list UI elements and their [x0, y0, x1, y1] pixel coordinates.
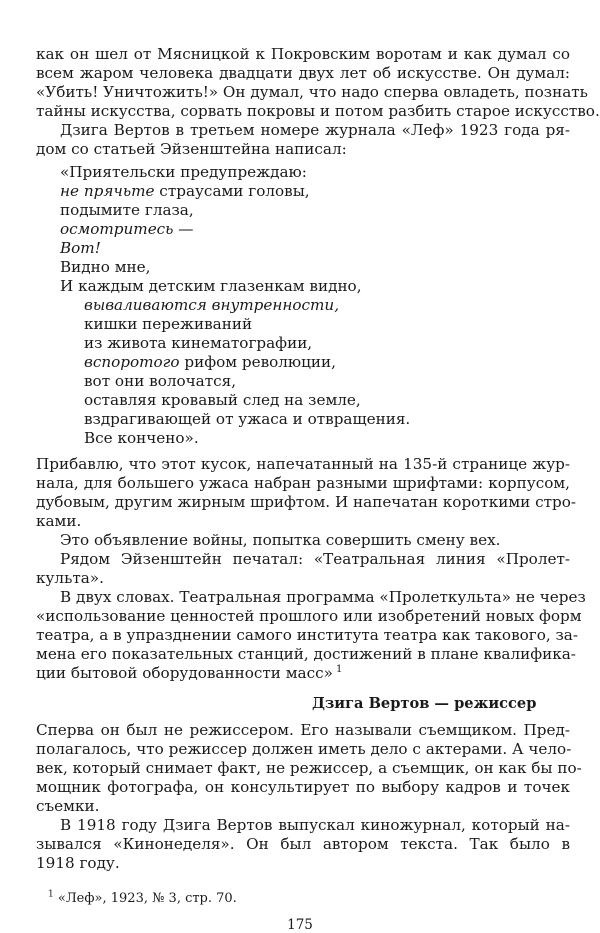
poem-line: Все кончено».	[84, 429, 199, 447]
poem-line: И каждым детским глазенкам видно,	[60, 277, 362, 295]
section-heading: Дзига Вертов — режиссер	[312, 695, 537, 712]
poem-line: вздрагивающей от ужаса и отвращения.	[84, 410, 411, 428]
text-line: Сперва он был не режиссером. Его называли съемщиком. Пред-	[36, 721, 570, 739]
poem-regular: страусами головы,	[154, 182, 310, 200]
text-line: В 1918 году Дзига Вертов выпускал киножурнал, который на-	[60, 816, 570, 834]
poem-line: подымите глаза,	[60, 201, 194, 219]
poem-line: осмотритесь —	[60, 220, 194, 238]
text-line: дубовым, другим жирным шрифтом. И напечатан короткими стро-	[36, 493, 576, 511]
poem-line: Видно мне,	[60, 258, 151, 276]
text-line: нала, для большего ужаса набран разными шрифтами: корпусом,	[36, 474, 570, 492]
page-number: 175	[287, 917, 313, 933]
text-line: Прибавлю, что этот кусок, напечатанный на 135-й странице жур-	[36, 455, 570, 473]
poem-italic: вспоротого	[84, 353, 180, 371]
poem-line	[84, 353, 336, 372]
text-line: «Убить! Уничтожить!» Он думал, что надо сперва овладеть, познать	[36, 83, 588, 101]
text-line: ками.	[36, 512, 82, 530]
text-line: «использование ценностей прошлого или изобретений новых форм	[36, 607, 582, 625]
text-line: мена его показательных станций, достижений в плане квалифика-	[36, 645, 576, 663]
text-line: дом со статьей Эйзенштейна написал:	[36, 140, 347, 158]
text-line: культа».	[36, 569, 104, 587]
text-line: как он шел от Мясницкой к Покровским воротам и как думал со	[36, 45, 570, 63]
poem-line: «Приятельски предупреждаю:	[60, 163, 307, 181]
text-line: Дзига Вертов в третьем номере журнала «Леф» 1923 года ря-	[60, 121, 570, 139]
poem-line	[60, 182, 310, 201]
text-line: полагалось, что режиссер должен иметь дело с актерами. А чело-	[36, 740, 572, 758]
text-line: тайны искусства, сорвать покровы и потом разбить старое искусство.	[36, 102, 600, 120]
poem-line: оставляя кровавый след на земле,	[84, 391, 361, 409]
text-line: век, который снимает факт, не режиссер, а съемщик, он как бы по-	[36, 759, 582, 777]
text-line: съемки.	[36, 797, 100, 815]
text-line: В двух словах. Театральная программа «Пролеткульта» не через	[60, 588, 586, 606]
footnote-text: «Леф», 1923, № 3, стр. 70.	[57, 891, 237, 906]
poem-line: кишки переживаний	[84, 315, 253, 333]
poem-italic: не прячьте	[60, 182, 155, 200]
text-line: зывался «Кинонеделя». Он был автором текста. Так было в	[36, 835, 570, 853]
footnote-mark: 1	[48, 889, 54, 900]
text-line: всем жаром человека двадцати двух лет об искусстве. Он думал:	[36, 64, 570, 82]
poem-regular: рифом революции,	[179, 353, 336, 371]
paragraph-4: Это объявление войны, попытка совершить смену вех.	[60, 531, 501, 549]
text-line: театра, а в упразднении самого института театра как такового, за-	[36, 626, 578, 644]
footnote-ref: 1	[332, 663, 343, 675]
text-line: 1918 году.	[36, 854, 120, 872]
footnote	[48, 891, 237, 906]
text-line: ции бытовой оборудованности масс» $^1$	[36, 663, 343, 682]
poem-line: из живота кинематографии,	[84, 334, 313, 352]
poem-line: вываливаются внутренности,	[84, 296, 340, 314]
text-line: Рядом Эйзенштейн печатал: «Театральная линия «Пролет-	[60, 550, 570, 568]
poem-line: Вот!	[60, 239, 101, 257]
text-line: мощник фотографа, он консультирует по выбору кадров и точек	[36, 778, 570, 796]
poem-line: вот они волочатся,	[84, 372, 237, 390]
